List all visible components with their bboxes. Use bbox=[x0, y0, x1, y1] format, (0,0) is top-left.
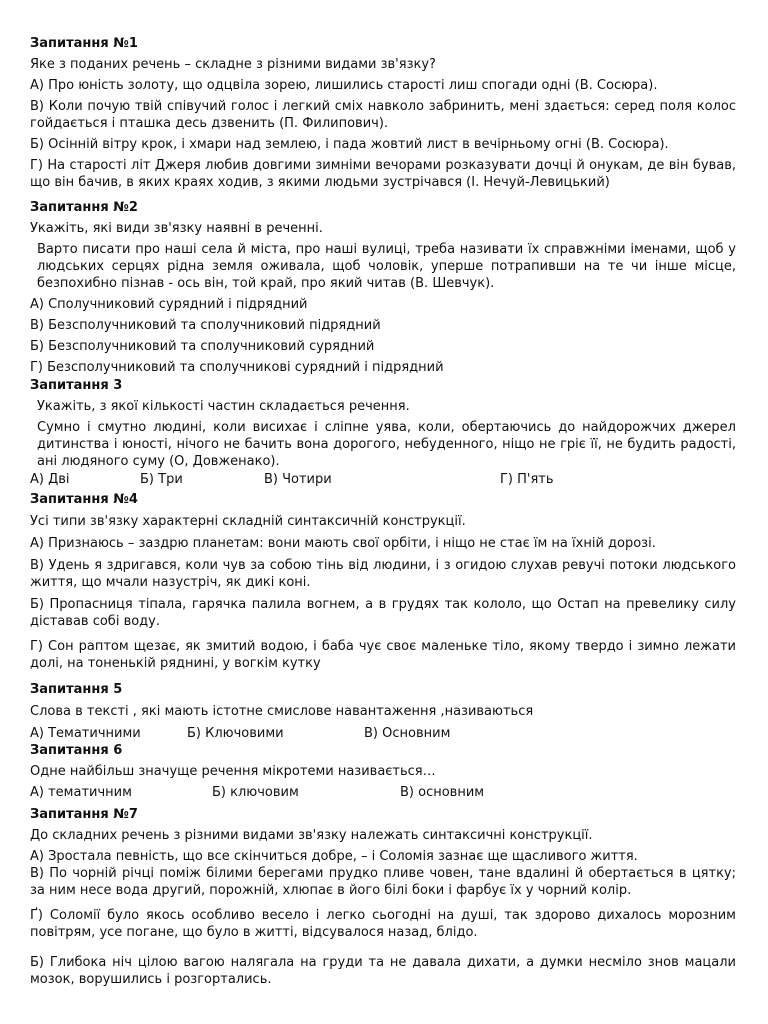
question-7-option-g: Ґ) Соломії було якось особливо весело і легко сьогодні на душі, так здорово дихалось морозним повітрям, усе погане, що було в житті, відсувалося назад, блідо. bbox=[30, 908, 736, 940]
question-5-options bbox=[30, 725, 736, 742]
question-7-text: До складних речень з різними видами зв'язку належать синтаксичні конструкції. bbox=[30, 828, 593, 843]
question-6-option-v: В) основним bbox=[400, 785, 485, 800]
question-7-option-a: А) Зростала певність, що все скінчиться добре, – і Соломія зазнає ще щасливого життя. bbox=[30, 849, 638, 864]
question-4-option-g: Г) Сон раптом щезає, як змитий водою, і баба чує своє маленьке тіло, якому твердо і зимно лежати долі, на тоненькій ряднині, у вогкім кутку bbox=[30, 639, 736, 671]
question-5-option-b: Б) Ключовими bbox=[187, 726, 284, 741]
question-7-title: Запитання №7 bbox=[30, 807, 138, 822]
question-5-option-a: А) Тематичними bbox=[30, 726, 141, 741]
question-2-title: Запитання №2 bbox=[30, 200, 138, 215]
question-6-text: Одне найбільш значуще речення мікротеми називається… bbox=[30, 764, 436, 779]
question-3-title: Запитання 3 bbox=[30, 378, 123, 393]
question-5-title: Запитання 5 bbox=[30, 682, 123, 697]
question-2-quote: Варто писати про наші села й міста, про наші вулиці, треба називати їх справжніми іменами, щоб у людських серцях рідна земля оживала, щоб чоловік, уперше потрапивши на те чи інше місце, безпохибно пізнав - ось він, той край, про який читав (В. Шевчук). bbox=[37, 242, 736, 291]
question-2-option-a: А) Сполучниковий сурядний і підрядний bbox=[30, 297, 308, 312]
question-2-text: Укажіть, які види зв'язку наявні в реченні. bbox=[30, 221, 323, 236]
question-1-option-b: Б) Осінній вітру крок, і хмари над землею, і пада жовтий лист в вечірньому огні (В. Сосюра). bbox=[30, 137, 669, 152]
question-6-option-a: А) тематичним bbox=[30, 785, 132, 800]
question-6-title: Запитання 6 bbox=[30, 743, 123, 758]
question-1-option-g: Г) На старості літ Джеря любив довгими зимніми вечорами розказувати дочці й онукам, де він бував, що він бачив, в яких краях ходив, з якими людьми зустрічався (І. Нечуй-Левицький) bbox=[30, 158, 736, 190]
question-6-options bbox=[30, 784, 736, 801]
question-4-option-b: Б) Пропасниця тіпала, гарячка палила вогнем, а в грудях так кололо, що Остап на превелику силу діставав собі воду. bbox=[30, 597, 736, 629]
question-3-option-g: Г) П'ять bbox=[500, 472, 554, 487]
question-4-option-a: А) Признаюсь – заздрю планетам: вони мають свої орбіти, і ніщо не стає їм на їхній дорозі. bbox=[30, 536, 656, 551]
question-3-quote: Сумно і смутно людині, коли висихає і сліпне уява, коли, обертаючись до найдорожчих джерел дитинства і юності, нічого не бачить вона дорогого, небуденного, ніщо не гріє її, не будить радості, ані людяного суму (О, Довженако). bbox=[37, 420, 736, 469]
question-1-text: Яке з поданих речень – складне з різними видами зв'язку? bbox=[30, 57, 436, 72]
question-1-title: Запитання №1 bbox=[30, 36, 138, 51]
question-2-option-b: Б) Безсполучниковий та сполучниковий сурядний bbox=[30, 339, 375, 354]
question-7-option-b: Б) Глибока ніч цілою вагою налягала на груди та не давала дихати, а думки несміло знов мацали мозок, ворушились і розгортались. bbox=[30, 955, 736, 987]
question-5-text: Слова в тексті , які мають істотне смислове навантаження ,називаються bbox=[30, 704, 534, 719]
question-2-option-v: В) Безсполучниковий та сполучниковий підрядний bbox=[30, 318, 381, 333]
question-3-option-v: В) Чотири bbox=[264, 472, 332, 487]
question-3-options bbox=[30, 471, 736, 488]
question-3-text: Укажіть, з якої кількості частин складається речення. bbox=[37, 399, 410, 414]
question-7-option-v: В) По чорній річці поміж білими берегами прудко пливе човен, тане вдалині й обертається в цятку; за ним несе вода другий, порожній, хлюпає в його білі боки і фарбує їх у чорний колір. bbox=[30, 866, 736, 898]
question-1-option-v: В) Коли почую твій співучий голос і легкий сміх навколо забринить, мені здається: серед поля колос гойдається і пташка десь дзвенить (П. Филипович). bbox=[30, 99, 736, 131]
question-4-text: Усі типи зв'язку характерні складній синтаксичній конструкції. bbox=[30, 514, 466, 529]
question-4-option-v: В) Удень я здригався, коли чув за собою тінь від людини, і з огидою слухав ревучі потоки людського життя, що мчали назустріч, як дикі коні. bbox=[30, 558, 736, 590]
question-1-option-a: А) Про юність золоту, що одцвіла зорею, лишились старості лиш спогади одні (В. Сосюра). bbox=[30, 78, 658, 93]
question-3-option-b: Б) Три bbox=[140, 472, 183, 487]
question-5-option-v: В) Основним bbox=[364, 726, 451, 741]
document-page bbox=[30, 30, 736, 988]
question-3-option-a: А) Дві bbox=[30, 472, 70, 487]
question-6-option-b: Б) ключовим bbox=[212, 785, 299, 800]
question-2-option-g: Г) Безсполучниковий та сполучникові сурядний і підрядний bbox=[30, 360, 444, 375]
question-4-title: Запитання №4 bbox=[30, 492, 138, 507]
